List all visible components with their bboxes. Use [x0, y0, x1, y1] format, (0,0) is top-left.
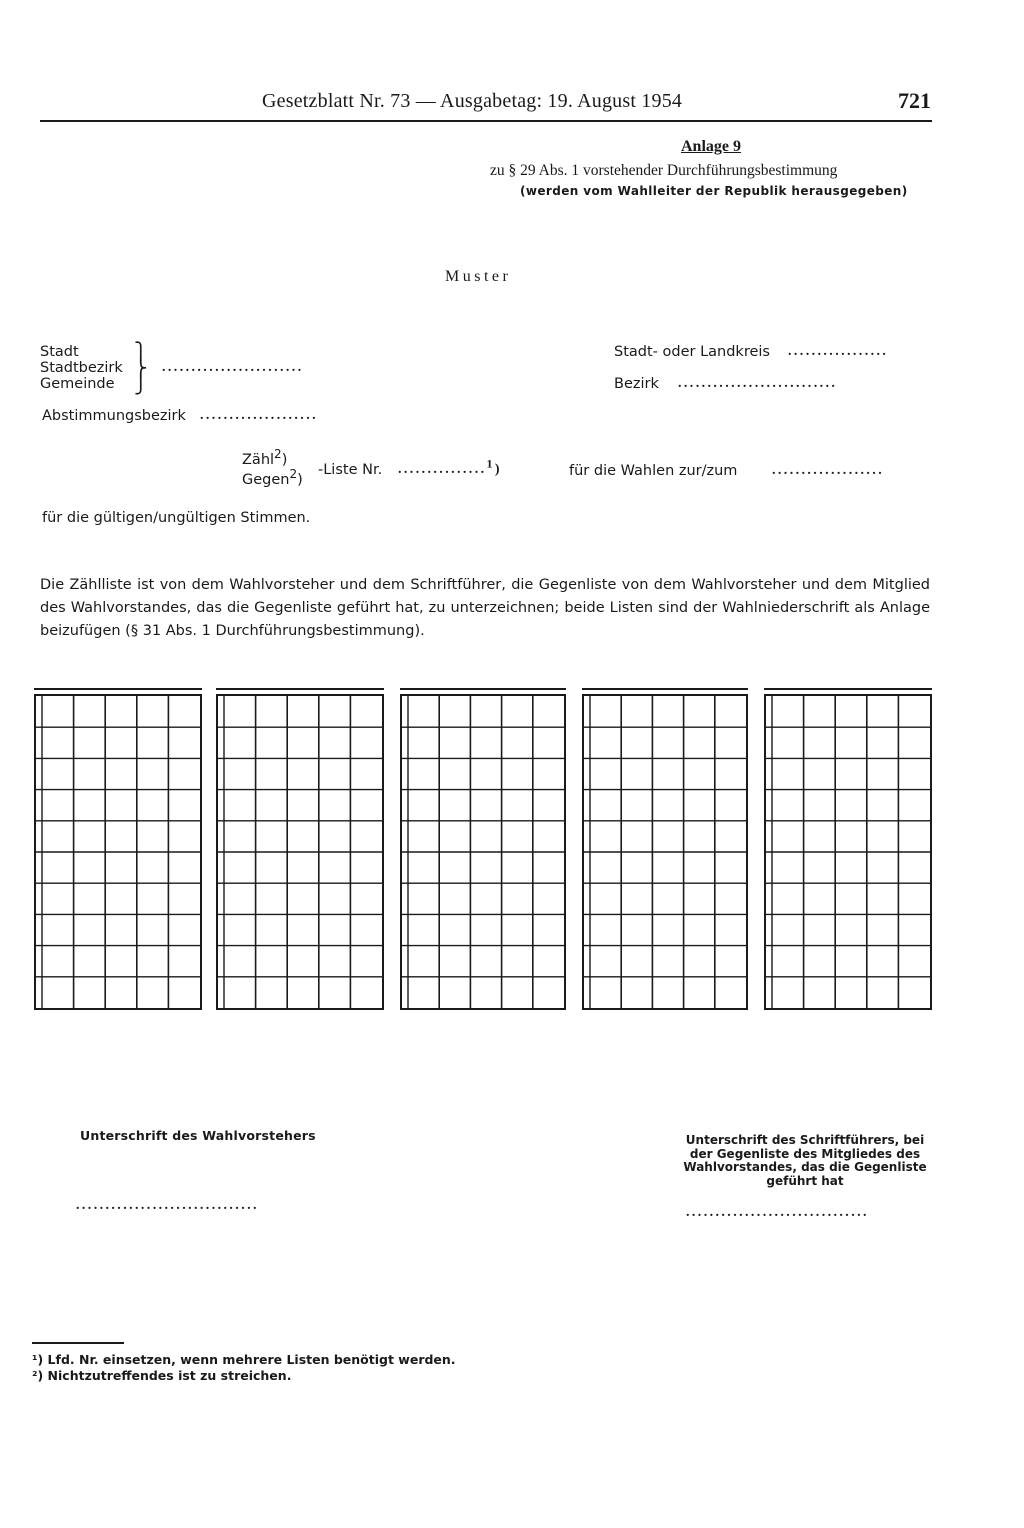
grid-top-rule: [216, 688, 384, 690]
instructions-paragraph: Die Zählliste ist von dem Wahlvorsteher und dem Schriftführer, die Gegenliste von dem Wahlvorsteher und dem Mitglied des Wahlvorstandes, das die Gegenliste geführt hat, zu unterzeichnen; beide Listen sind der Wahlniederschrift als Anlage beizufügen (§ 31 Abs. 1 Durchführungsbestimmung).: [40, 577, 930, 639]
signature-label-wahlvorsteher: Unterschrift des Wahlvorstehers: [80, 1128, 316, 1143]
footnote-rule: [32, 1342, 124, 1344]
grid-box: [34, 694, 202, 1010]
grid-top-rule: [34, 688, 202, 690]
label-gemeinde: Gemeinde: [40, 376, 115, 392]
label-bezirk: Bezirk: [614, 376, 659, 392]
label-stadtbezirk: Stadtbezirk: [40, 360, 123, 376]
grid-box: [216, 694, 384, 1010]
page-number: 721: [898, 88, 931, 113]
footnote-ref-2b: 2: [289, 467, 298, 482]
grid-box: [582, 694, 748, 1010]
kreis-field[interactable]: .................: [788, 344, 889, 359]
gazette-header-title: Gesetzblatt Nr. 73 — Ausgabetag: 19. August 1954: [262, 90, 683, 112]
grid-top-rule: [582, 688, 748, 690]
gegen-text: Gegen: [242, 472, 290, 488]
tally-grid-3: [400, 688, 566, 1010]
annex-note: (werden vom Wahlleiter der Republik herausgegeben): [520, 184, 908, 198]
header-rule: [40, 120, 932, 122]
signature-field-schriftfuehrer[interactable]: ...............................: [686, 1205, 869, 1220]
muster-heading: Muster: [445, 268, 512, 285]
zaehl-text: Zähl: [242, 452, 275, 468]
signature-field-wahlvorsteher[interactable]: ...............................: [76, 1198, 259, 1213]
tally-grid-2: [216, 688, 384, 1010]
signature-label-schriftfuehrer: Unterschrift des Schriftführers, bei der Gegenliste des Mitgliedes des Wahlvorstandes, das die Gegenliste geführt hat: [683, 1133, 927, 1188]
tally-lines-5: [766, 696, 930, 1008]
grid-top-rule: [764, 688, 932, 690]
annex-label: Anlage 9: [681, 138, 741, 155]
tally-grid-1: [34, 688, 202, 1010]
grid-top-rule: [400, 688, 566, 690]
abstimmungsbezirk-field[interactable]: ....................: [200, 408, 318, 423]
brace-middle: ⎬: [134, 358, 148, 378]
label-liste-nr: -Liste Nr.: [318, 462, 383, 478]
tally-grid-4: [582, 688, 748, 1010]
liste-nr-dots: ...............: [398, 462, 487, 477]
footnote-ref-2: 2: [274, 447, 282, 462]
tally-lines-1: [36, 696, 200, 1008]
tally-lines-4: [584, 696, 746, 1008]
footnote-1: ¹) Lfd. Nr. einsetzen, wenn mehrere Listen benötigt werden.: [32, 1352, 456, 1367]
label-abstimmungsbezirk: Abstimmungsbezirk: [42, 408, 186, 424]
brace-bottom: ⎭: [134, 374, 148, 394]
label-wahlen: für die Wahlen zur/zum: [569, 463, 738, 479]
label-kreis: Stadt- oder Landkreis: [614, 344, 770, 360]
label-zaehl: Zähl$^2$): [242, 447, 288, 468]
footnote-ref-1: 1: [486, 456, 495, 471]
label-gegen: Gegen$^2$): [242, 467, 303, 488]
label-stadt: Stadt: [40, 344, 79, 360]
tally-lines-3: [402, 696, 564, 1008]
tally-grid-5: [764, 688, 932, 1010]
bezirk-field[interactable]: ...........................: [678, 376, 838, 391]
grid-box: [764, 694, 932, 1010]
annex-reference: zu § 29 Abs. 1 vorstehender Durchführungsbestimmung: [490, 162, 838, 179]
liste-nr-field[interactable]: ...............1): [398, 456, 502, 477]
grid-box: [400, 694, 566, 1010]
tally-lines-2: [218, 696, 382, 1008]
brace-top: ⎫: [134, 342, 148, 362]
footnote-2: ²) Nichtzutreffendes ist zu streichen.: [32, 1368, 292, 1383]
stadt-field[interactable]: ........................: [162, 360, 304, 375]
label-stimmen: für die gültigen/ungültigen Stimmen.: [42, 510, 311, 526]
wahlen-field[interactable]: ...................: [772, 463, 885, 478]
